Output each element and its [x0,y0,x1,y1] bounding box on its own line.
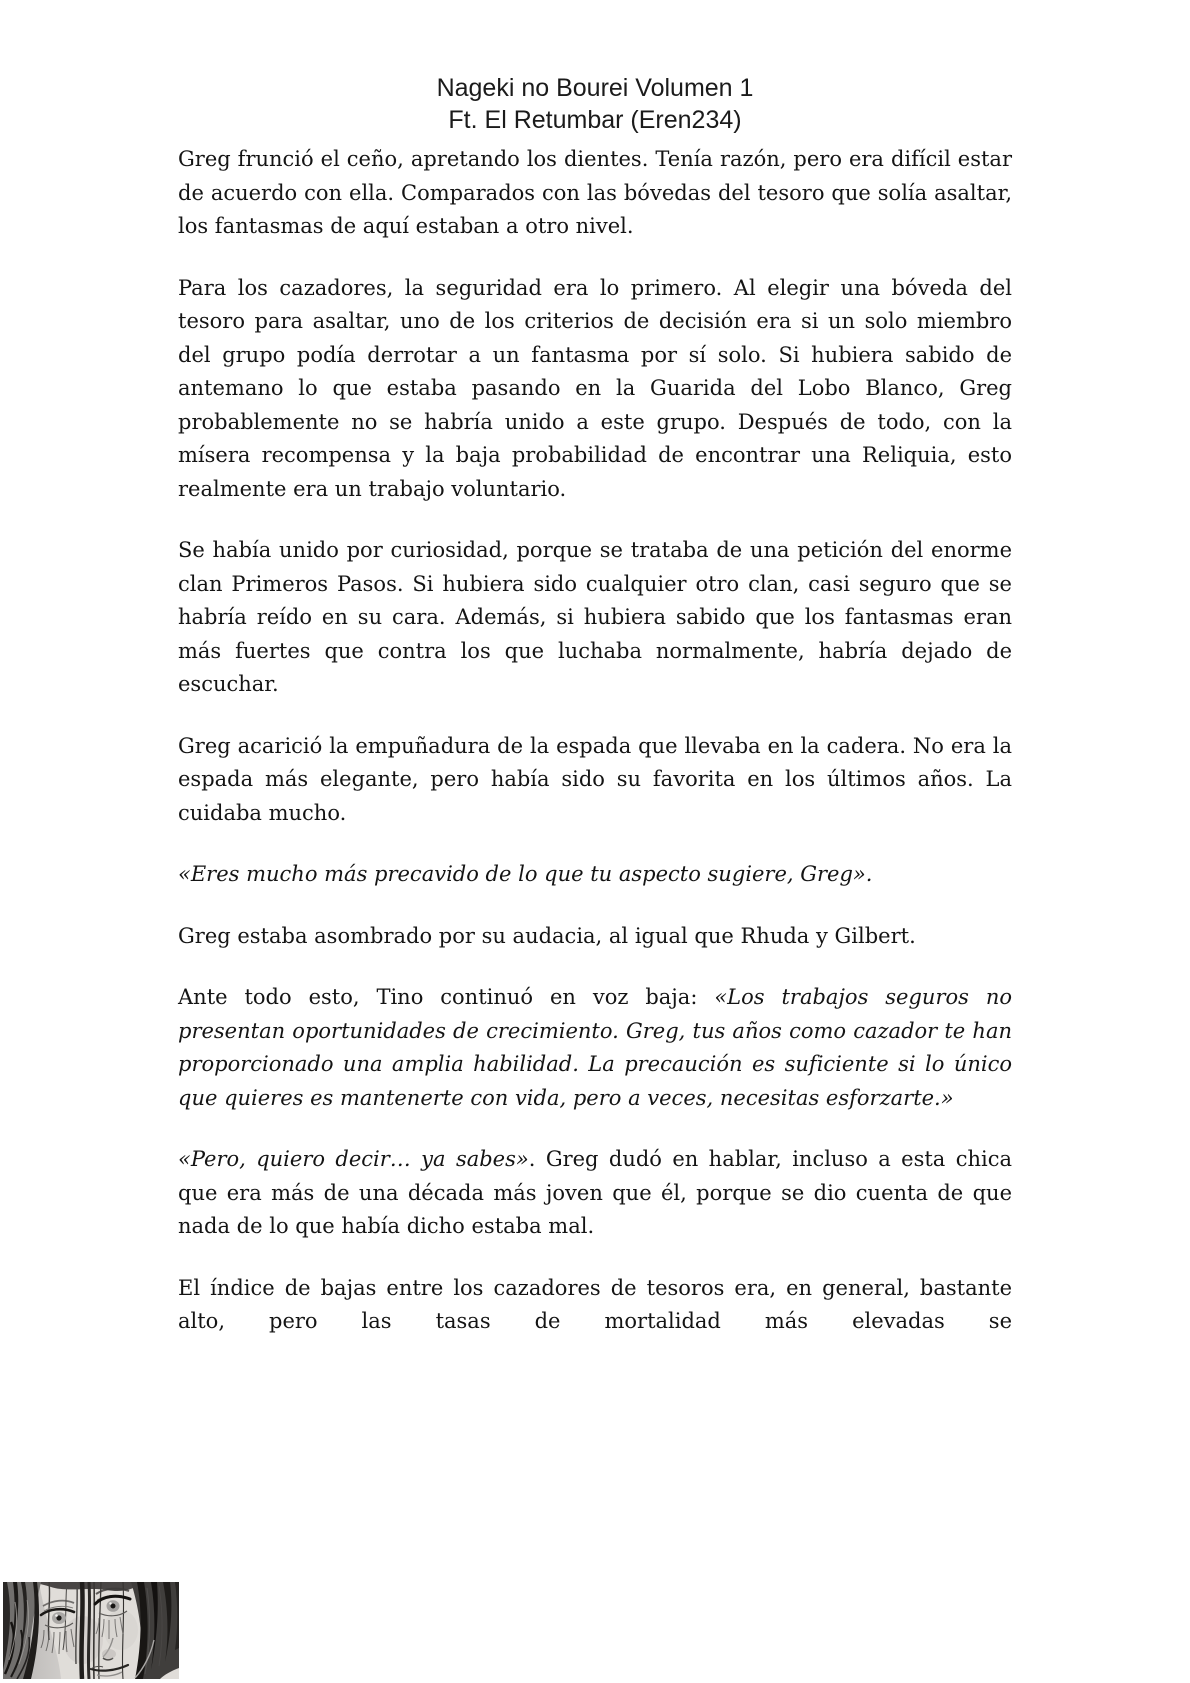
narrative-text: Se había unido por curiosidad, porque se trataba de una petición del enorme clan Primeros Pasos. Si hubiera sido cualquier otro clan, casi seguro que se habría reído en su cara. Además, si hubiera sabido que los fantasmas eran más fuertes que contra los que luchaba normalmente, habría dejado de escuchar. [178,538,1012,696]
quote-text: «Pero, quiero decir… ya sabes» [178,1147,529,1171]
quote-text: «Los trabajos seguros no presentan oportunidades de crecimiento. Greg, tus años como cazador te han proporcionado una amplia habilidad. La precaución es suficiente si lo único que quieres es mantenerte con vida, pero a veces, necesitas esforzarte.» [178,985,1012,1110]
narrative-text: . Greg dudó en hablar, incluso a esta chica que era más de una década más joven que él, porque se dio cuenta de que nada de lo que había dicho estaba mal. [178,1147,1012,1238]
document-header [0,0,1190,136]
paragraph [178,272,1012,507]
manga-face-illustration [3,1582,179,1679]
paragraph [178,730,1012,831]
quote-text: «Eres mucho más precavido de lo que tu aspecto sugiere, Greg». [178,862,873,886]
paragraph [178,1143,1012,1244]
paragraph [178,143,1012,244]
manga-face-drawing [3,1582,179,1679]
paragraph [178,981,1012,1115]
paragraph [178,858,1012,892]
document-subtitle: Ft. El Retumbar (Eren234) [448,106,742,134]
document-title: Nageki no Bourei Volumen 1 [436,74,754,102]
paragraph [178,920,1012,954]
narrative-text: Greg estaba asombrado por su audacia, al igual que Rhuda y Gilbert. [178,923,916,948]
body-text [178,143,1012,1339]
narrative-text: Ante todo esto, Tino continuó en voz baja: [178,985,715,1009]
narrative-text: Greg frunció el ceño, apretando los dientes. Tenía razón, pero era difícil estar de acuerdo con ella. Comparados con las bóvedas del tesoro que solía asaltar, los fantasmas de aquí estaban a otro nivel. [178,147,1012,238]
narrative-text: El índice de bajas entre los cazadores de tesoros era, en general, bastante alto, pero las tasas de mortalidad más elevadas se [178,1275,1012,1333]
narrative-text: Para los cazadores, la seguridad era lo primero. Al elegir una bóveda del tesoro para asaltar, uno de los criterios de decisión era si un solo miembro del grupo podía derrotar a un fantasma por sí solo. Si hubiera sabido de antemano lo que estaba pasando en la Guarida del Lobo Blanco, Greg probablemente no se habría unido a este grupo. Después de todo, con la mísera recompensa y la baja probabilidad de encontrar una Reliquia, esto realmente era un trabajo voluntario. [178,275,1012,501]
paragraph [178,1272,1012,1339]
narrative-text: Greg acarició la empuñadura de la espada que llevaba en la cadera. No era la espada más elegante, pero había sido su favorita en los últimos años. La cuidaba mucho. [178,733,1012,825]
paragraph [178,534,1012,702]
